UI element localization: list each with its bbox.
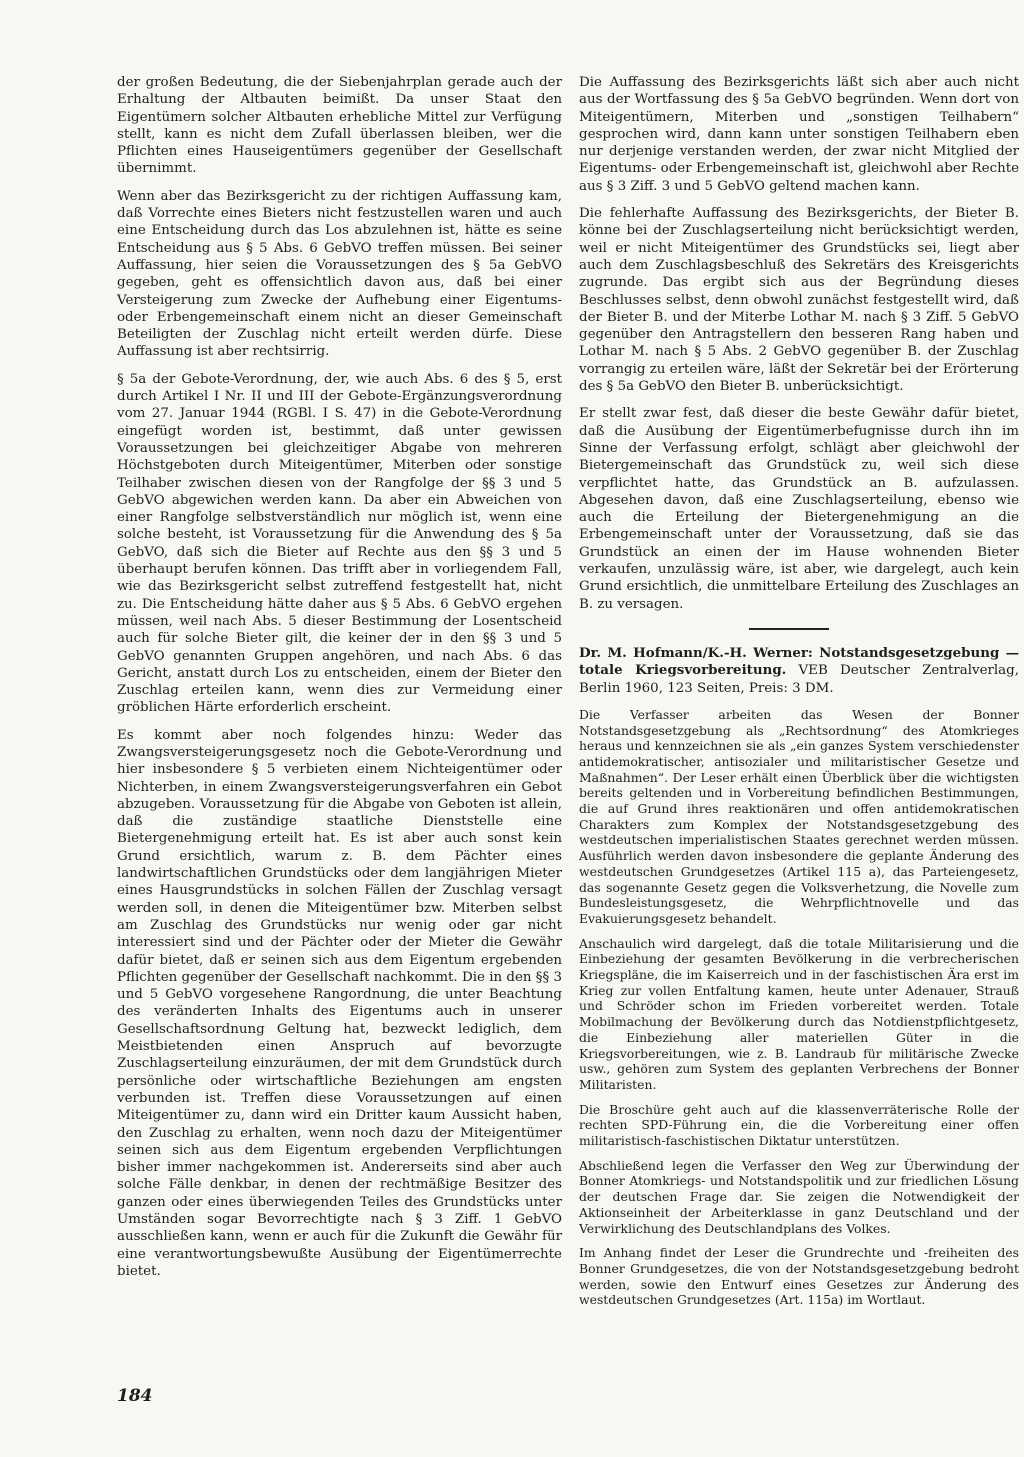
left-paragraph-4: Es kommt aber noch folgendes hinzu: Weder das Zwangsversteigerungsgesetz noch die Gebote-Verordnung und hier insbesondere § 5 verbieten einem Nichteigentümer oder Nichterben, in einem Zwangsversteigerungsverfahren ein Gebot abzugeben. Voraussetzung für die Abgabe von Geboten ist allein, daß die zuständige staatliche Dienststelle eine Bietergenehmigung erteilt hat. Es ist aber auch sonst kein Grund ersichtlich, warum z. B. dem Pächter eines landwirtschaftlichen Grundstücks oder dem langjährigen Mieter eines Hausgrundstücks in solchen Fällen der Zuschlag versagt werden soll, in denen die Miteigentümer bzw. Miterben selbst am Zuschlag des Grundstücks nur wenig oder gar nicht interessiert sind und der Pächter oder der Mieter die Gewähr dafür bietet, daß er seinen sich aus dem Eigentum ergebenden Pflichten gegenüber der Gesellschaft nachkommt. Die in den §§ 3 und 5 GebVO vorgesehene Rangordnung, die unter Beachtung des veränderten Inhalts des Eigentums auch in unserer Gesellschaftsordnung Geltung hat, bezweckt lediglich, dem Meistbietenden einen Anspruch auf bevorzugte Zuschlagserteilung einzuräumen, der mit dem Grundstück durch persönliche oder wirtschaftliche Beziehungen am engsten verbunden ist. Treffen diese Voraussetzungen auf einen Miteigentümer zu, dann wird ein Dritter kaum Aussicht haben, den Zuschlag zu erhalten, wenn noch dazu der Miteigentümer seinen sich aus dem Eigentum ergebenden Verpflichtungen bisher immer nachgekommen ist. Andererseits sind aber auch solche Fälle denkbar, in denen der rechtmäßige Besitzer des ganzen oder eines überwiegenden Teiles des Grundstücks unter Umständen sogar Bevorrechtigte nach § 3 Ziff. 1 GebVO ausschließen kann, wenn er auch für die Zukunft die Gewähr für eine verantwortungsbewußte Ausübung der Eigentümerrechte bietet. xyxy=(117,727,562,1279)
left-paragraph-1: der großen Bedeutung, die der Siebenjahrplan gerade auch der Erhaltung der Altbauten beimißt. Da unser Staat den Eigentümern solcher Altbauten erhebliche Mittel zur Verfügung stellt, kann es nicht dem Zufall überlassen bleiben, wer die Pflichten eines Hauseigentümers gegenüber der Gesellschaft übernimmt. xyxy=(117,75,562,177)
section-divider xyxy=(749,628,829,630)
left-paragraph-2: Wenn aber das Bezirksgericht zu der richtigen Auffassung kam, daß Vorrechte eines Bieters nicht festzustellen waren und auch eine Entscheidung durch das Los abzulehnen ist, hätte es seine Entscheidung aus § 5 Abs. 6 GebVO treffen müssen. Bei seiner Auffassung, hier seien die Voraussetzungen des § 5a GebVO gegeben, geht es offensichtlich davon aus, daß bei einer Versteigerung zum Zwecke der Aufhebung einer Eigentums- oder Erbengemeinschaft einem nicht an dieser Gemeinschaft Beteiligten der Zuschlag nicht erteilt werden dürfe. Diese Auffassung ist aber rechtsirrig. xyxy=(117,188,562,360)
review-paragraph-1: Die Verfasser arbeiten das Wesen der Bonner Notstandsgesetzgebung als „Rechtsordnung“ des Atomkrieges heraus und kennzeichnen sie als „ein ganzes System verschiedenster antidemokratischer, antisozialer und militaristischer Gesetze und Maßnahmen“. Der Leser erhält einen Überblick über die wichtigsten bereits geltenden und in Vorbereitung befindlichen Bestimmungen, die auf Grund ihres reaktionären und offen antidemokratischen Charakters zum Komplex der Notstandsgesetzgebung des westdeutschen imperialistischen Staates gerechnet werden müssen. Ausführlich werden davon insbesondere die geplante Änderung des westdeutschen Grundgesetzes (Artikel 115 a), das Parteiengesetz, das sogenannte Gesetz gegen die Volksverhetzung, die Novelle zum Bundesleistungsgesetz, die Wehrpflichtnovelle und das Evakuierungsgesetz behandelt. xyxy=(579,706,1019,926)
review-header xyxy=(579,645,1019,697)
right-paragraph-2: Die fehlerhafte Auffassung des Bezirksgerichts, der Bieter B. könne bei der Zuschlagserteilung nicht berücksichtigt werden, weil er nicht Miteigentümer des Grundstücks sei, liegt aber auch dem Zuschlagsbeschluß des Sekretärs des Kreisgerichts zugrunde. Das ergibt sich aus der Begründung dieses Beschlusses selbst, denn obwohl zunächst festgestellt wird, daß der Bieter B. und der Miterbe Lothar M. nach § 3 Ziff. 5 GebVO gegenüber den Antragstellern den besseren Rang haben und Lothar M. nach § 5 Abs. 2 GebVO gegenüber B. der Zuschlag vorrangig zu erteilen wäre, läßt der Sekretär bei der Erörterung des § 5a GebVO den Bieter B. unberücksichtigt. xyxy=(579,206,1019,395)
review-publication: VEB Deutscher Zentralverlag, Berlin 1960, 123 Seiten, Preis: 3 DM. xyxy=(579,663,1019,696)
review-authors-title: Dr. M. Hofmann/K.-H. Werner: Notstandsgesetzgebung — totale Kriegsvorbereitung. xyxy=(579,644,1019,679)
left-paragraph-3: § 5a der Gebote-Verordnung, der, wie auch Abs. 6 des § 5, erst durch Artikel I Nr. II und III der Gebote-Ergänzungsverordnung vom 27. Januar 1944 (RGBl. I S. 47) in die Gebote-Verordnung eingefügt worden ist, bestimmt, daß unter gewissen Voraussetzungen bei gleichzeitiger Abgabe von mehreren Höchstgeboten durch Miteigentümer, Miterben oder sonstige Teilhaber zwischen diesen von der Rangfolge der §§ 3 und 5 GebVO abgewichen werden kann. Da aber ein Abweichen von einer Rangfolge selbstverständlich nur möglich ist, wenn eine solche besteht, ist Voraussetzung für die Anwendung des § 5a GebVO, daß sich die Bieter auf Rechte aus den §§ 3 und 5 überhaupt berufen können. Das trifft aber in vorliegendem Fall, wie das Bezirksgericht selbst zutreffend festgestellt hat, nicht zu. Die Entscheidung hätte daher aus § 5 Abs. 6 GebVO ergehen müssen, weil nach Abs. 5 dieser Bestimmung der Losentscheid auch für solche Bieter gilt, die keiner der in den §§ 3 und 5 GebVO genannten Gruppen angehören, und nach Abs. 6 das Gericht, anstatt durch Los zu entscheiden, einem der Bieter den Zuschlag erteilen kann, wenn dies zur Vermeidung einer gröblichen Härte erforderlich erscheint. xyxy=(117,371,562,716)
right-column xyxy=(579,74,1019,1317)
page-number: 184 xyxy=(117,1386,153,1406)
right-paragraph-1: Die Auffassung des Bezirksgerichts läßt sich aber auch nicht aus der Wortfassung des § 5a GebVO begründen. Wenn dort von Miteigentümern, Miterben und „sonstigen Teilhabern“ gesprochen wird, dann kann unter sonstigen Teilhabern eben nur derjenige verstanden werden, der zwar nicht Mitglied der Eigentums- oder Erbengemeinschaft ist, gleichwohl aber Rechte aus § 3 Ziff. 3 und 5 GebVO geltend machen kann. xyxy=(579,75,1019,194)
review-paragraph-4: Abschließend legen die Verfasser den Weg zur Überwindung der Bonner Atomkriegs- und Notstandspolitik und zur friedlichen Lösung der deutschen Frage dar. Sie zeigen die Notwendigkeit der Aktionseinheit der Arbeiterklasse in ganz Deutschland und der Verwirklichung des Deutschlandplans des Volkes. xyxy=(579,1157,1019,1236)
review-paragraph-3: Die Broschüre geht auch auf die klassenverräterische Rolle der rechten SPD-Führung ein, die die Vorbereitung einer offen militaristisch-faschistischen Diktatur unterstützen. xyxy=(579,1101,1019,1149)
review-paragraph-2: Anschaulich wird dargelegt, daß die totale Militarisierung und die Einbeziehung der gesamten Bevölkerung in die verbrecherischen Kriegspläne, die im Kaiserreich und in der faschistischen Ära erst im Krieg zur vollen Entfaltung kamen, heute unter Adenauer, Strauß und Schröder schon im Frieden vorbereitet werden. Totale Mobilmachung der Bevölkerung durch das Notdienstpflichtgesetz, die Einbeziehung aller materiellen Güter in die Kriegsvorbereitungen, wie z. B. Landraub für militärische Zwecke usw., gehören zum System des geplanten Verbrechens der Bonner Militaristen. xyxy=(579,935,1019,1092)
right-paragraph-3: Er stellt zwar fest, daß dieser die beste Gewähr dafür bietet, daß die Ausübung der Eigentümerbefugnisse durch ihn im Sinne der Verfassung erfolgt, schlägt aber gleichwohl der Bietergemeinschaft das Grundstück zu, weil sich diese verpflichtet hatte, das Grundstück an B. aufzulassen. Abgesehen davon, daß eine Zuschlagserteilung, ebenso wie auch die Erteilung der Bietergenehmigung an die Erbengemeinschaft unter der Voraussetzung, daß sie das Grundstück an einen der im Hause wohnenden Bieter verkaufen, unzulässig wäre, ist aber, wie dargelegt, auch kein Grund ersichtlich, die unmittelbare Erteilung des Zuschlages an B. zu versagen. xyxy=(579,406,1019,612)
review-paragraph-5: Im Anhang findet der Leser die Grundrechte und -freiheiten des Bonner Grundgesetzes, die von der Notstandsgesetzgebung bedroht werden, sowie den Entwurf eines Gesetzes zur Änderung des westdeutschen Grundgesetzes (Art. 115a) im Wortlaut. xyxy=(579,1245,1019,1308)
left-column xyxy=(117,74,562,1290)
